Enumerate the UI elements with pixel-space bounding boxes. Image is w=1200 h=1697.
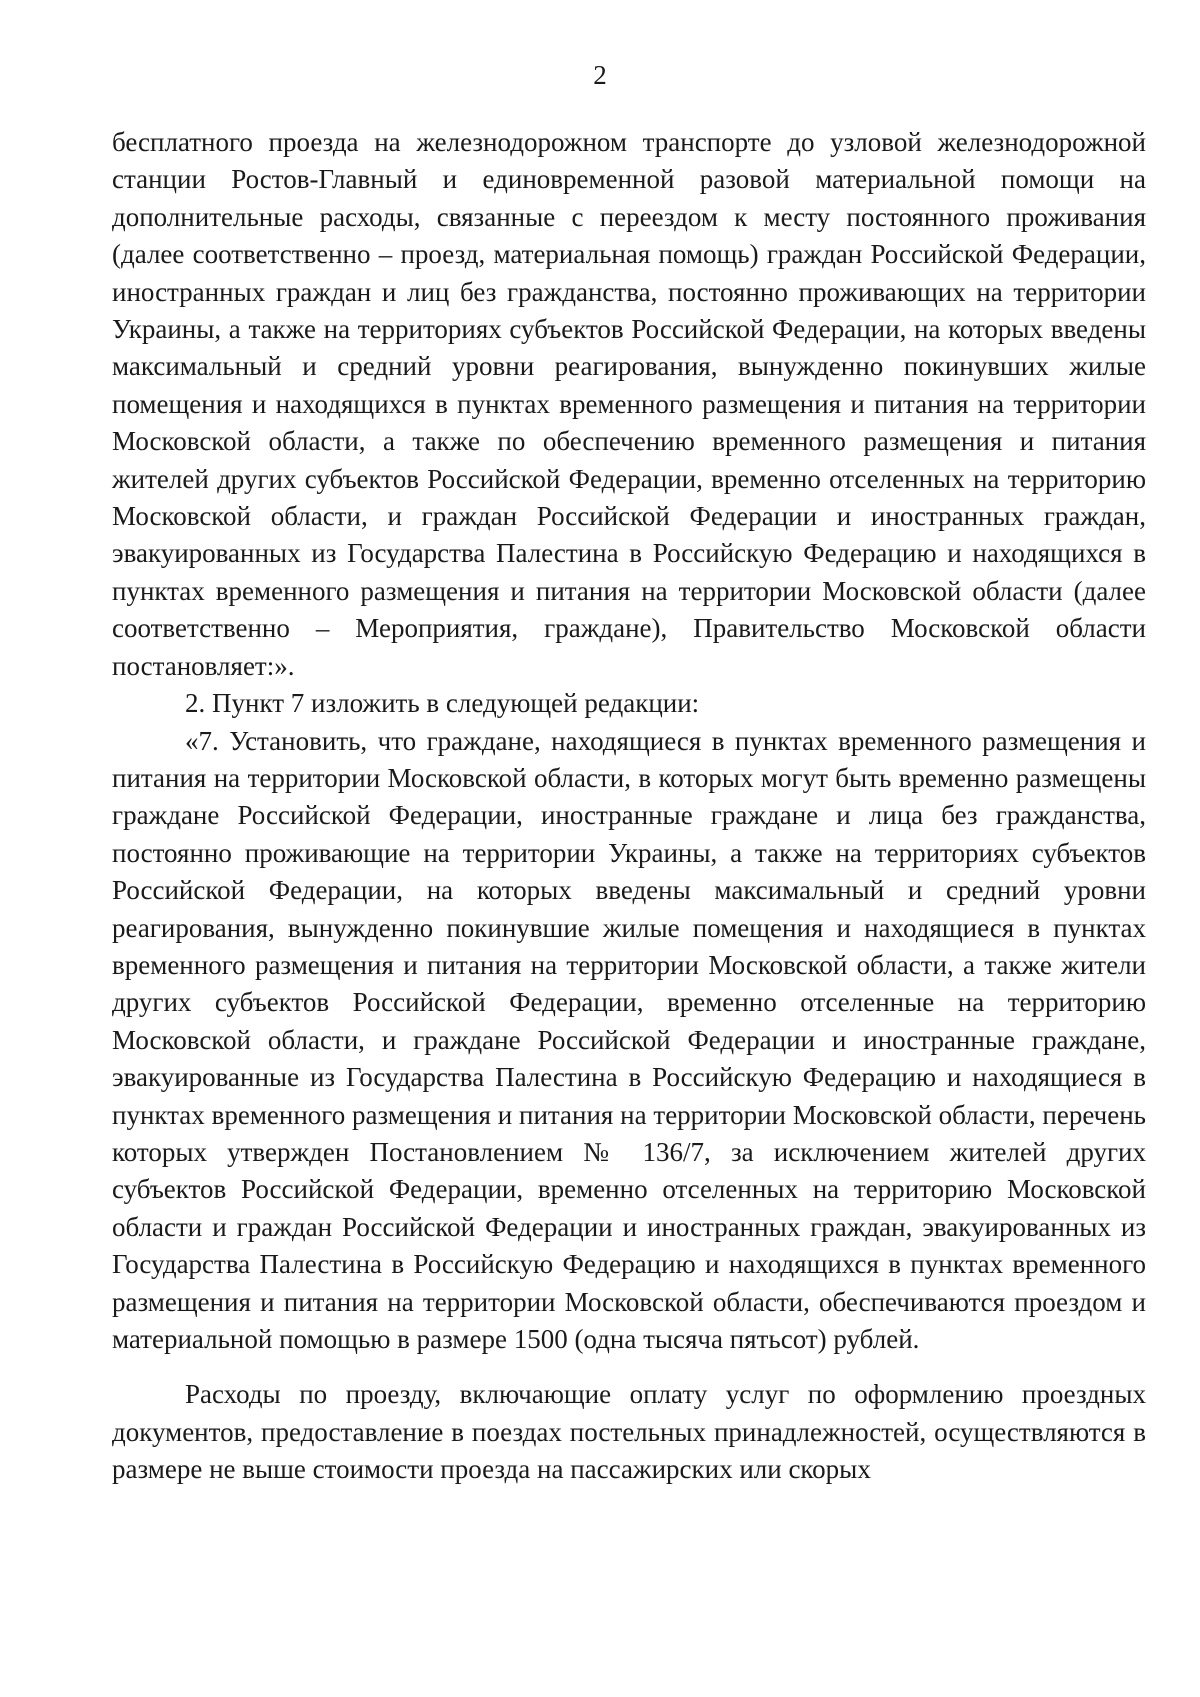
paragraph-preamble-continuation: бесплатного проезда на железнодорожном транспорте до узловой железнодорожной станции Ростов-Главный и единовременной разовой материальной помощи на дополнительные расходы, связанные с переездом к месту постоянного проживания (далее соответственно – проезд, материальная помощь) граждан Российской Федерации, иностранных граждан и лиц без гражданства, постоянно проживающих на территории Украины, а также на территориях субъектов Российской Федерации, на которых введены максимальный и средний уровни реагирования, вынужденно покинувших жилые помещения и находящихся в пунктах временного размещения и питания на территории Московской области, а также по обеспечению временного размещения и питания жителей других субъектов Российской Федерации, временно отселенных на территорию Московской области, и граждан Российской Федерации и иностранных граждан, эвакуированных из Государства Палестина в Российскую Федерацию и находящихся в пунктах временного размещения и питания на территории Московской области (далее соответственно – Мероприятия, граждане), Правительство Московской области постановляет:». [112,127,1146,681]
page-number: 2 [593,60,607,90]
document-body [112,124,1146,1489]
paragraph-travel-expenses: Расходы по проезду, включающие оплату услуг по оформлению проездных документов, предоставление в поездах постельных принадлежностей, осуществляются в размере не выше стоимости проезда на пассажирских или скорых [112,1379,1146,1485]
paragraph-item-7-text: «7. Установить, что граждане, находящиеся в пунктах временного размещения и питания на территории Московской области, в которых могут быть временно размещены граждане Российской Федерации, иностранные граждане и лица без гражданства, постоянно проживающие на территории Украины, а также на территориях субъектов Российской Федерации, на которых введены максимальный и средний уровни реагирования, вынужденно покинувшие жилые помещения и находящиеся в пунктах временного размещения и питания на территории Московской области, а также жители других субъектов Российской Федерации, временно отселенные на территорию Московской области, и граждане Российской Федерации и иностранные граждане, эвакуированные из Государства Палестина в Российскую Федерацию и находящиеся в пунктах временного размещения и питания на территории Московской области, перечень которых утвержден Постановлением № 136/7, за исключением жителей других субъектов Российской Федерации, временно отселенных на территорию Московской области и граждан Российской Федерации и иностранных граждан, эвакуированных из Государства Палестина в Российскую Федерацию и находящихся в пунктах временного размещения и питания на территории Московской области, обеспечиваются проездом и материальной помощью в размере 1500 (одна тысяча пятьсот) рублей. [112,725,1146,1354]
paragraph-item-2: 2. Пункт 7 изложить в следующей редакции: [185,688,700,719]
